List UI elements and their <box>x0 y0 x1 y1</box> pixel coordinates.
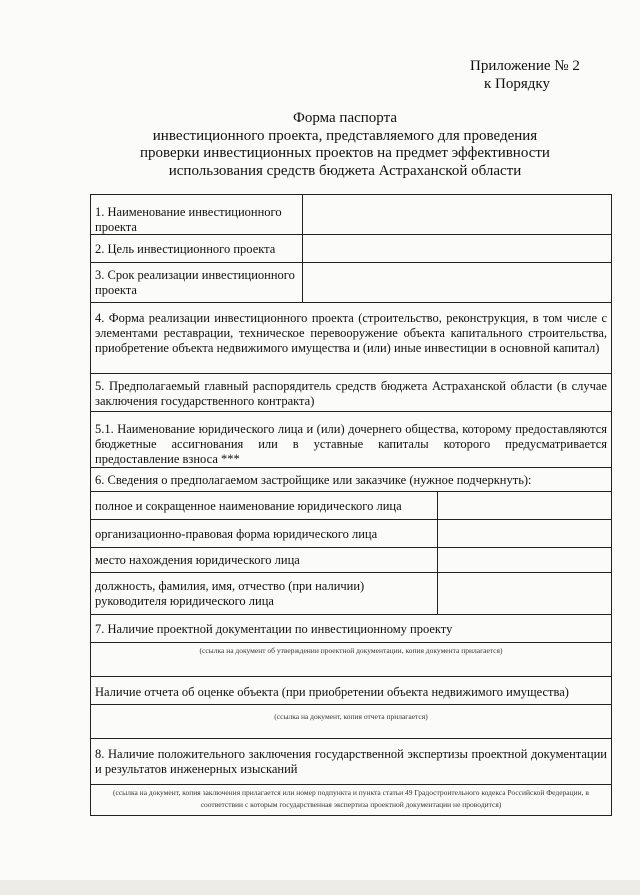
passport-form-table <box>90 194 612 816</box>
implementation-form-row: 4. Форма реализации инвестиционного проекта (строительство, реконструкция, в том числе с элементами реставрации, техническое перевооружение объекта капитального строительства, приобретение объекта недвижимого имущества и (или) иные инвестиции в основной капитал) <box>91 303 611 374</box>
form-title <box>100 110 590 180</box>
state-expertise-note: (ссылка на документ, копия заключения прилагается или номер подпункта и пункта статьи 49 Градостроительного кодекса Российской Федерации, в соответствии с которым государственная экспертиза проектной документации не проводится) <box>113 788 589 809</box>
location-label: место нахождения юридического лица <box>91 548 438 572</box>
title-line-4: использования средств бюджета Астраханской области <box>168 162 522 179</box>
title-line-1: Форма паспорта <box>293 110 397 126</box>
form-row-1 <box>91 195 611 235</box>
form-row-6b <box>91 520 611 548</box>
form-row-6d <box>91 573 611 615</box>
appendix-heading <box>470 57 580 93</box>
title-line-3: проверки инвестиционных проектов на предмет эффективности <box>140 145 550 161</box>
project-name-label: 1. Наименование инвестиционного проекта <box>91 195 303 234</box>
appendix-reference: к Порядку <box>484 76 550 92</box>
legal-form-label: организационно-правовая форма юридического лица <box>91 520 438 547</box>
page-bottom-edge <box>0 880 640 895</box>
valuation-report-note: (ссылка на документ, копия отчета прилагается) <box>91 705 611 739</box>
appendix-number: Приложение № 2 <box>470 58 580 74</box>
form-row-6c <box>91 548 611 573</box>
design-docs-note: (ссылка на документ об утверждении проектной документации, копия документа прилагается) <box>91 643 611 677</box>
budget-manager-row: 5. Предполагаемый главный распорядитель средств бюджета Астраханской области (в случае заключения государственного контракта) <box>91 374 611 412</box>
project-term-label: 3. Срок реализации инвестиционного проекта <box>91 263 303 302</box>
form-row-2 <box>91 235 611 263</box>
title-line-2: инвестиционного проекта, представляемого для проведения <box>152 127 538 144</box>
director-label: должность, фамилия, имя, отчество (при наличии) руководителя юридического лица <box>91 573 438 614</box>
legal-entity-row: 5.1. Наименование юридического лица и (или) дочернего общества, которому предоставляются бюджетные ассигнования или в уставные капиталы которого предусматривается предоставление взноса *** <box>91 412 611 468</box>
legal-name-label: полное и сокращенное наименование юридического лица <box>91 492 438 519</box>
state-expertise-row: 8. Наличие положительного заключения государственной экспертизы проектной документации и результатов инженерных изысканий <box>91 739 611 785</box>
form-row-3 <box>91 263 611 303</box>
valuation-report-row: Наличие отчета об оценке объекта (при приобретении объекта недвижимого имущества) <box>91 677 611 705</box>
design-docs-row: 7. Наличие проектной документации по инвестиционному проекту <box>91 615 611 643</box>
form-row-6a <box>91 492 611 520</box>
developer-info-heading: 6. Сведения о предполагаемом застройщике или заказчике (нужное подчеркнуть): <box>91 468 611 492</box>
project-goal-label: 2. Цель инвестиционного проекта <box>91 235 303 262</box>
